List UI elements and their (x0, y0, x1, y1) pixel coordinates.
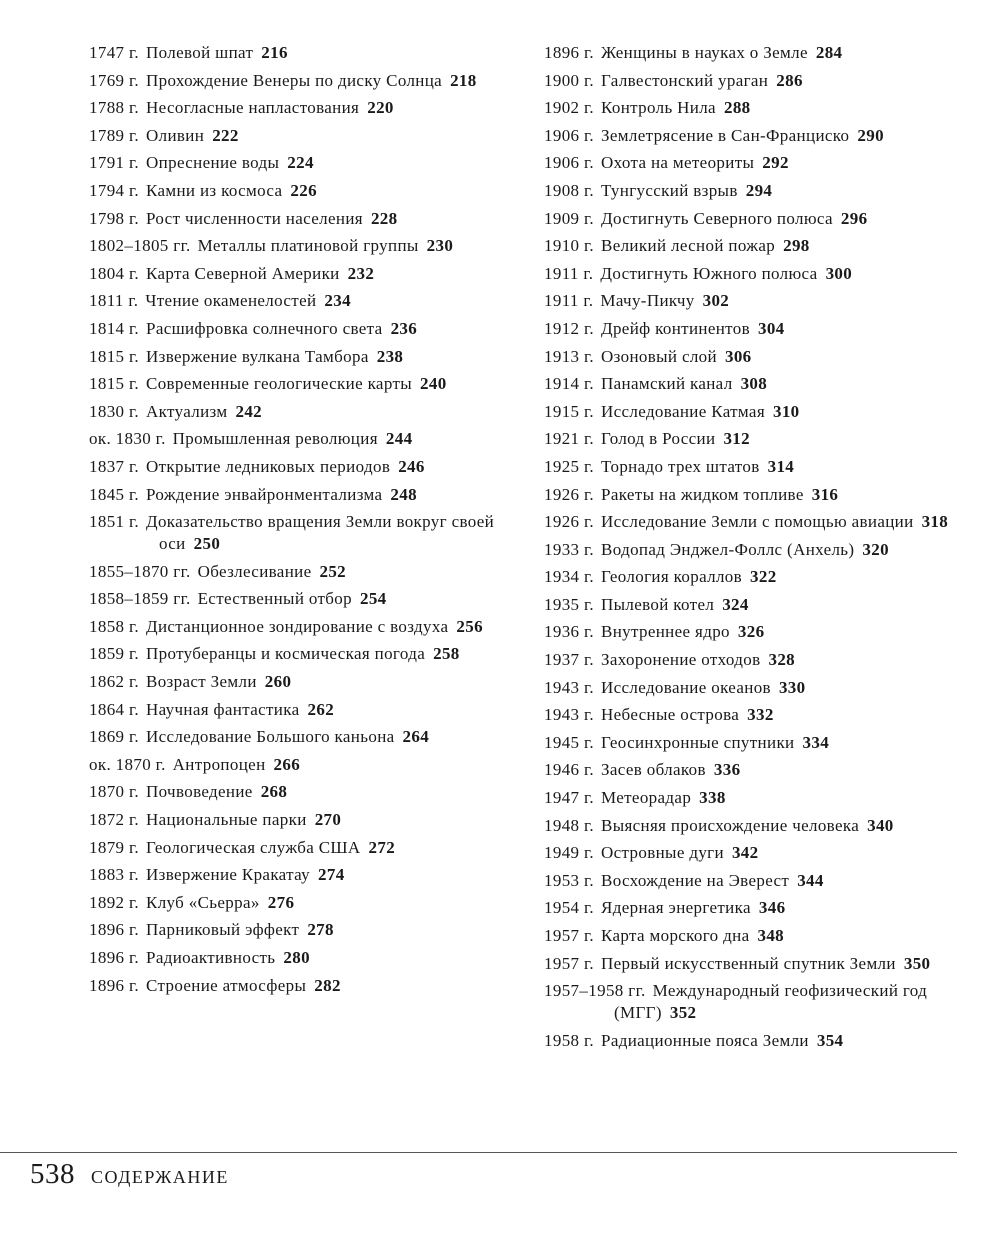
toc-entry (89, 919, 514, 941)
entry-title: Засев облаков (601, 760, 706, 780)
toc-entry (544, 704, 964, 726)
toc-entry (544, 897, 964, 919)
entry-page-number: 294 (745, 180, 773, 200)
entry-title: Исследование Катмая (601, 401, 765, 421)
toc-entry (89, 588, 514, 610)
entry-title: Протуберанцы и космическая погода (146, 644, 426, 664)
entry-page-number: 276 (267, 892, 295, 912)
entry-title: Восхождение на Эверест (601, 870, 790, 890)
toc-entry (89, 892, 514, 914)
toc-entry (544, 318, 964, 340)
toc-entry (544, 208, 964, 230)
toc-entry (89, 561, 514, 583)
entry-title: Дрейф континентов (601, 318, 750, 338)
toc-entry (89, 235, 514, 257)
entry-page-number: 234 (324, 291, 351, 311)
entry-page-number: 250 (193, 534, 221, 554)
entry-title: Открытие ледниковых периодов (146, 456, 391, 476)
toc-entry (544, 732, 964, 754)
toc-entry (544, 428, 964, 450)
entry-title: Геосинхронные спутники (601, 732, 795, 752)
entry-year: 1957 г. (544, 953, 595, 973)
entry-year: 1954 г. (544, 898, 595, 918)
toc-entry (544, 456, 964, 478)
toc-entry (544, 539, 964, 561)
entry-year: 1934 г. (544, 567, 595, 587)
entry-page-number: 348 (757, 926, 785, 945)
entry-year: 1814 г. (89, 318, 140, 338)
entry-year: ок. 1830 г. (89, 429, 166, 449)
entry-title: Великий лесной пожар (601, 236, 776, 256)
entry-page-number: 322 (750, 567, 777, 587)
toc-entry (544, 815, 964, 837)
toc-entry (89, 699, 514, 721)
entry-year: 1921 г. (544, 429, 595, 449)
entry-year: 1837 г. (89, 456, 140, 476)
entry-title: Исследование океанов (601, 677, 771, 697)
toc-entry (544, 621, 964, 643)
entry-year: 1851 г. (89, 512, 140, 532)
entry-title: Островные дуги (601, 843, 724, 863)
entry-page-number: 246 (398, 456, 425, 476)
toc-entry (544, 925, 964, 947)
entry-title: Панамский канал (601, 374, 733, 394)
toc-entry (544, 290, 964, 312)
entry-year: 1906 г. (544, 125, 595, 145)
entry-page-number: 256 (456, 616, 483, 636)
entry-title: Исследование Большого каньона (146, 727, 395, 747)
toc-entry (544, 842, 964, 864)
entry-year: 1906 г. (544, 153, 595, 173)
entry-year: 1747 г. (89, 43, 140, 62)
entry-year: 1946 г. (544, 760, 595, 780)
entry-page-number: 286 (776, 70, 803, 90)
entry-title: Карта морского дна (601, 926, 750, 945)
entry-page-number: 336 (713, 760, 741, 780)
entry-page-number: 232 (347, 263, 375, 283)
entry-year: 1957 г. (544, 926, 595, 945)
entry-page-number: 300 (825, 263, 853, 283)
entry-page-number: 252 (319, 561, 347, 581)
entry-year: 1912 г. (544, 318, 595, 338)
entry-title: Расшифровка солнечного света (146, 318, 383, 338)
entry-title: Достигнуть Южного полюса (600, 263, 818, 283)
toc-entry (89, 643, 514, 665)
entry-title: Мачу-Пикчу (600, 291, 695, 311)
entry-title: Извержение вулкана Тамбора (146, 346, 369, 366)
toc-entry (89, 484, 514, 506)
entry-year: 1811 г. (89, 291, 139, 311)
entry-page-number: 282 (314, 975, 341, 995)
entry-page-number: 260 (264, 672, 292, 692)
toc-entry (89, 456, 514, 478)
entry-page-number: 218 (450, 70, 477, 90)
entry-page-number: 288 (723, 98, 751, 118)
toc-entry (89, 809, 514, 831)
entry-page-number: 216 (261, 43, 288, 62)
toc-entry (544, 677, 964, 699)
entry-year: 1815 г. (89, 374, 140, 394)
entry-title: Рост численности населения (146, 208, 363, 228)
toc-entry (544, 152, 964, 174)
entry-page-number: 352 (669, 1003, 697, 1023)
toc-entry (544, 649, 964, 671)
entry-page-number: 320 (862, 539, 889, 559)
entry-page-number: 354 (816, 1030, 844, 1050)
entry-year: 1815 г. (89, 346, 140, 366)
entry-title: Охота на метеориты (601, 153, 755, 173)
toc-entry (89, 318, 514, 340)
entry-year: 1933 г. (544, 539, 595, 559)
entry-page-number: 330 (778, 677, 806, 697)
toc-entry (89, 616, 514, 638)
toc-left-column (89, 42, 514, 1002)
toc-entry (89, 781, 514, 803)
entry-title: Ракеты на жидком топливе (601, 484, 804, 504)
entry-title: Геология кораллов (601, 567, 743, 587)
toc-entry (89, 511, 514, 555)
entry-title: Металлы платиновой группы (197, 236, 419, 256)
entry-page-number: 290 (857, 125, 884, 145)
entry-page-number: 332 (747, 705, 774, 725)
toc-entry (89, 42, 514, 64)
entry-year: 1911 г. (544, 263, 594, 283)
entry-title: Оливин (146, 125, 205, 145)
entry-page-number: 304 (757, 318, 785, 338)
entry-title: Женщины в науках о Земле (601, 43, 808, 62)
entry-year: 1909 г. (544, 208, 595, 228)
toc-entry (89, 346, 514, 368)
entry-title: Опреснение воды (146, 153, 280, 173)
footer-divider (0, 1152, 957, 1153)
entry-title: Достигнуть Северного полюса (601, 208, 833, 228)
toc-entry (544, 1030, 964, 1052)
entry-title: Землетрясение в Сан-Франциско (601, 125, 850, 145)
entry-page-number: 338 (699, 788, 726, 808)
entry-title: Контроль Нила (601, 98, 716, 118)
toc-right-column (544, 42, 964, 1057)
entry-title: Полевой шпат (146, 43, 254, 62)
entry-title: Возраст Земли (146, 672, 257, 692)
entry-title: Извержение Кракатау (146, 865, 310, 885)
entry-title: Озоновый слой (601, 346, 717, 366)
entry-page-number: 268 (260, 782, 288, 802)
entry-year: 1911 г. (544, 291, 594, 311)
entry-page-number: 228 (370, 208, 398, 228)
entry-title: Галвестонский ураган (601, 70, 769, 90)
entry-page-number: 270 (314, 810, 342, 830)
entry-title: Водопад Энджел-Фоллс (Анхель) (601, 539, 855, 559)
toc-entry (544, 373, 964, 395)
entry-page-number: 326 (737, 622, 765, 642)
entry-page-number: 340 (867, 815, 894, 835)
entry-year: 1943 г. (544, 677, 595, 697)
entry-title: Промышленная революция (172, 429, 378, 449)
toc-entry (544, 566, 964, 588)
entry-year: 1798 г. (89, 208, 140, 228)
toc-entry (544, 980, 964, 1024)
toc-entry (544, 125, 964, 147)
entry-year: 1802–1805 гг. (89, 236, 191, 256)
entry-title: Рождение энвайронментализма (146, 484, 383, 504)
toc-entry (544, 484, 964, 506)
entry-year: 1858–1859 гг. (89, 589, 191, 609)
entry-year: 1858 г. (89, 616, 140, 636)
entry-title: Первый искусственный спутник Земли (601, 953, 896, 973)
toc-entry (89, 975, 514, 997)
entry-year: 1855–1870 гг. (89, 561, 191, 581)
entry-page-number: 344 (797, 870, 824, 890)
entry-page-number: 318 (921, 512, 949, 532)
entry-title: Прохождение Венеры по диску Солнца (146, 70, 443, 90)
entry-year: 1910 г. (544, 236, 595, 256)
toc-entry (89, 837, 514, 859)
entry-page-number: 334 (802, 732, 830, 752)
entry-year: 1958 г. (544, 1030, 595, 1050)
entry-page-number: 220 (367, 98, 394, 118)
entry-title: Тунгусский взрыв (601, 180, 738, 200)
entry-year: 1948 г. (544, 815, 595, 835)
entry-page-number: 248 (390, 484, 417, 504)
entry-year: 1915 г. (544, 401, 595, 421)
entry-page-number: 298 (783, 236, 810, 256)
entry-year: 1914 г. (544, 374, 595, 394)
toc-entry (544, 263, 964, 285)
entry-year: 1769 г. (89, 70, 140, 90)
toc-entry (89, 726, 514, 748)
entry-page-number: 274 (318, 865, 345, 885)
entry-year: 1926 г. (544, 484, 595, 504)
toc-entry (544, 235, 964, 257)
entry-title: Метеорадар (601, 788, 692, 808)
entry-title: Современные геологические карты (146, 374, 413, 394)
toc-entry (544, 97, 964, 119)
toc-entry (89, 152, 514, 174)
entry-page-number: 244 (385, 429, 413, 449)
entry-year: 1788 г. (89, 98, 140, 118)
entry-page-number: 236 (390, 318, 418, 338)
entry-year: 1791 г. (89, 153, 140, 173)
entry-page-number: 226 (290, 180, 317, 200)
entry-title: Небесные острова (601, 705, 740, 725)
entry-title: Обезлесивание (197, 561, 312, 581)
entry-page-number: 254 (359, 589, 387, 609)
entry-year: 1943 г. (544, 705, 595, 725)
entry-year: 1859 г. (89, 644, 140, 664)
entry-page-number: 312 (723, 429, 750, 449)
entry-page-number: 310 (772, 401, 800, 421)
toc-entry (544, 787, 964, 809)
entry-page-number: 264 (402, 727, 430, 747)
entry-title: Естественный отбор (197, 589, 352, 609)
entry-year: 1862 г. (89, 672, 140, 692)
toc-entry (89, 208, 514, 230)
toc-entry (544, 346, 964, 368)
entry-year: 1908 г. (544, 180, 595, 200)
entry-page-number: 296 (840, 208, 868, 228)
entry-year: 1870 г. (89, 782, 140, 802)
entry-page-number: 328 (768, 650, 796, 670)
toc-entry (89, 428, 514, 450)
entry-year: 1926 г. (544, 512, 595, 532)
entry-title: Радиоактивность (146, 948, 276, 967)
running-section-title: СОДЕРЖАНИЕ (91, 1167, 229, 1187)
entry-page-number: 238 (376, 346, 404, 366)
entry-title: Чтение окаменелостей (145, 291, 317, 311)
entry-title: Торнадо трех штатов (601, 456, 760, 476)
entry-year: 1896 г. (89, 975, 140, 995)
entry-title: Доказательство вращения Земли вокруг своей оси (146, 512, 495, 554)
toc-entry (89, 864, 514, 886)
entry-title: Внутреннее ядро (601, 622, 730, 642)
entry-title: Выясняя происхождение человека (601, 815, 860, 835)
entry-year: 1789 г. (89, 125, 140, 145)
entry-title: Почвоведение (146, 782, 253, 802)
entry-page-number: 316 (811, 484, 839, 504)
toc-entry (544, 759, 964, 781)
entry-page-number: 240 (420, 374, 447, 394)
entry-page-number: 222 (212, 125, 239, 145)
entry-page-number: 292 (762, 153, 789, 173)
entry-title: Несогласные напластования (146, 98, 360, 118)
entry-year: 1935 г. (544, 594, 595, 614)
entry-title: Национальные парки (146, 810, 307, 830)
entry-page-number: 342 (731, 843, 759, 863)
entry-title: Пылевой котел (601, 594, 715, 614)
entry-page-number: 262 (307, 699, 335, 719)
entry-year: 1896 г. (544, 43, 595, 62)
entry-title: Антропоцен (172, 754, 266, 774)
entry-title: Актуализм (146, 401, 228, 421)
entry-title: Парниковый эффект (146, 920, 300, 940)
entry-year: 1845 г. (89, 484, 140, 504)
entry-year: 1872 г. (89, 810, 140, 830)
entry-year: 1949 г. (544, 843, 595, 863)
entry-page-number: 272 (368, 837, 396, 857)
entry-title: Исследование Земли с помощью авиации (601, 512, 914, 532)
entry-year: 1936 г. (544, 622, 595, 642)
entry-page-number: 258 (433, 644, 460, 664)
entry-title: Ядерная энергетика (601, 898, 751, 918)
toc-entry (89, 671, 514, 693)
entry-page-number: 324 (722, 594, 749, 614)
entry-year: 1896 г. (89, 948, 140, 967)
toc-entry (89, 290, 514, 312)
entry-page-number: 224 (287, 153, 314, 173)
entry-year: 1947 г. (544, 788, 595, 808)
entry-year: 1913 г. (544, 346, 595, 366)
entry-page-number: 350 (903, 953, 931, 973)
entry-year: 1937 г. (544, 650, 595, 670)
entry-title: Карта Северной Америки (146, 263, 340, 283)
entry-page-number: 278 (307, 920, 334, 940)
entry-page-number: 306 (724, 346, 752, 366)
toc-entry (544, 42, 964, 64)
entry-page-number: 314 (767, 456, 795, 476)
entry-year: 1794 г. (89, 180, 140, 200)
entry-year: 1892 г. (89, 892, 140, 912)
toc-entry (89, 947, 514, 969)
entry-title: Захоронение отходов (601, 650, 761, 670)
entry-year: 1902 г. (544, 98, 595, 118)
toc-entry (544, 953, 964, 975)
toc-entry (89, 70, 514, 92)
entry-year: 1896 г. (89, 920, 140, 940)
toc-entry (89, 125, 514, 147)
toc-entry (89, 401, 514, 423)
entry-title: Международный геофизический год (МГГ) (614, 981, 928, 1023)
entry-page-number: 230 (426, 236, 454, 256)
toc-entry (544, 401, 964, 423)
entry-year: 1879 г. (89, 837, 140, 857)
entry-page-number: 346 (758, 898, 786, 918)
entry-year: 1883 г. (89, 865, 140, 885)
entry-year: 1804 г. (89, 263, 140, 283)
toc-entry (544, 594, 964, 616)
entry-title: Клуб «Сьерра» (146, 892, 260, 912)
toc-entry (89, 754, 514, 776)
entry-title: Голод в России (601, 429, 716, 449)
entry-title: Радиационные пояса Земли (601, 1030, 809, 1050)
entry-page-number: 280 (283, 948, 310, 967)
entry-year: 1925 г. (544, 456, 595, 476)
entry-page-number: 242 (235, 401, 263, 421)
entry-year: 1945 г. (544, 732, 595, 752)
entry-title: Строение атмосферы (146, 975, 307, 995)
entry-year: 1869 г. (89, 727, 140, 747)
toc-entry (89, 373, 514, 395)
page-number: 538 (30, 1158, 75, 1190)
entry-year: 1957–1958 гг. (544, 981, 646, 1001)
entry-page-number: 284 (815, 43, 843, 62)
entry-year: 1900 г. (544, 70, 595, 90)
entry-year: 1864 г. (89, 699, 140, 719)
entry-year: ок. 1870 г. (89, 754, 166, 774)
page-footer (30, 1158, 229, 1191)
entry-page-number: 266 (273, 754, 301, 774)
toc-entry (89, 180, 514, 202)
toc-entry (544, 180, 964, 202)
entry-page-number: 302 (702, 291, 730, 311)
entry-title: Камни из космоса (146, 180, 283, 200)
toc-entry (89, 97, 514, 119)
entry-title: Дистанционное зондирование с воздуха (146, 616, 449, 636)
toc-entry (544, 511, 964, 533)
entry-year: 1953 г. (544, 870, 595, 890)
entry-page-number: 308 (740, 374, 768, 394)
entry-title: Научная фантастика (146, 699, 300, 719)
toc-entry (89, 263, 514, 285)
toc-entry (544, 70, 964, 92)
entry-year: 1830 г. (89, 401, 140, 421)
toc-entry (544, 870, 964, 892)
entry-title: Геологическая служба США (146, 837, 361, 857)
